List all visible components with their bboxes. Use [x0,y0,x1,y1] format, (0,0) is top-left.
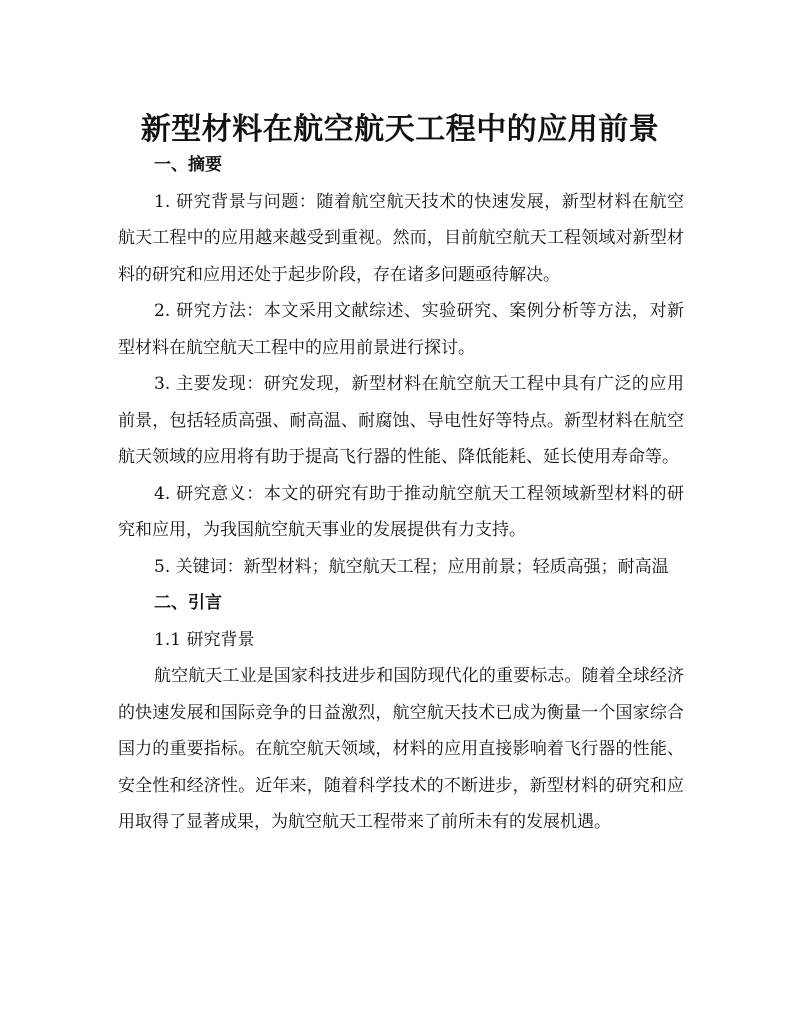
abstract-item-significance: 4. 研究意义：本文的研究有助于推动航空航天工程领域新型材料的研究和应用，为我国航空航天事业的发展提供有力支持。 [118,483,684,540]
abstract-heading: 一、摘要 [154,155,222,175]
abstract-item-methods: 2. 研究方法：本文采用文献综述、实验研究、案例分析等方法，对新型材料在航空航天工程中的应用前景进行探讨。 [118,301,684,358]
document-title: 新型材料在航空航天工程中的应用前景 [140,112,660,148]
abstract-item-findings: 3. 主要发现：研究发现，新型材料在航空航天工程中具有广泛的应用前景，包括轻质高强、耐高温、耐腐蚀、导电性好等特点。新型材料在航空航天领域的应用将有助于提高飞行器的性能、降低能耗、延长使用寿命等。 [118,374,684,467]
introduction-heading: 二、引言 [154,593,222,613]
abstract-section [118,147,684,585]
introduction-section [118,585,684,841]
abstract-item-keywords: 5. 关键词：新型材料；航空航天工程；应用前景；轻质高强；耐高温 [154,556,669,577]
abstract-item-background: 1. 研究背景与问题：随着航空航天技术的快速发展，新型材料在航空航天工程中的应用越来越受到重视。然而，目前航空航天工程领域对新型材料的研究和应用还处于起步阶段，存在诸多问题亟待解决。 [118,191,684,285]
document-body [118,147,684,841]
research-background-subheading: 1.1 研究背景 [154,629,255,650]
research-background-paragraph: 航空航天工业是国家科技进步和国防现代化的重要标志。随着全球经济的快速发展和国际竞争的日益激烈，航空航天技术已成为衡量一个国家综合国力的重要指标。在航空航天领域，材料的应用直接影响着飞行器的性能、安全性和经济性。近年来，随着科学技术的不断进步，新型材料的研究和应用取得了显著成果，为航空航天工程带来了前所未有的发展机遇。 [118,666,684,832]
